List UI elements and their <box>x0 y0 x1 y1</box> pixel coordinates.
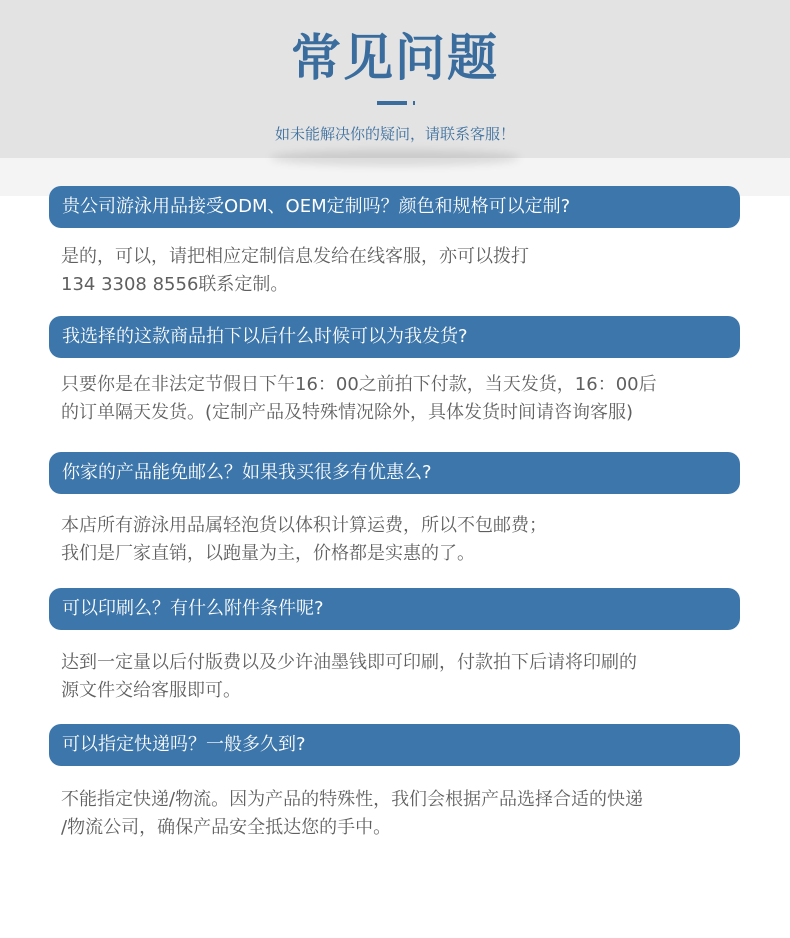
faq-answer-4 <box>61 649 741 705</box>
page-title: 常见问题 <box>291 29 499 87</box>
title-divider <box>377 101 413 105</box>
faq-question-3: 你家的产品能免邮么？如果我买很多有优惠么? <box>49 452 740 494</box>
header-shadow <box>270 150 520 166</box>
faq-answer-5 <box>61 786 741 842</box>
faq-answer-line: 达到一定量以后付版费以及少许油墨钱即可印刷，付款拍下后请将印刷的 <box>61 652 637 673</box>
faq-answer-line: 源文件交给客服即可。 <box>61 680 241 701</box>
faq-answer-3 <box>61 512 741 568</box>
faq-answer-line: 我们是厂家直销，以跑量为主，价格都是实惠的了。 <box>61 543 475 564</box>
faq-answer-line: 的订单隔天发货。(定制产品及特殊情况除外，具体发货时间请咨询客服) <box>61 402 634 423</box>
page-subtitle: 如未能解决你的疑问，请联系客服！ <box>274 125 515 143</box>
faq-answer-line: 只要你是在非法定节假日下午16：00之前拍下付款，当天发货，16：00后 <box>61 374 657 395</box>
faq-answer-line: 本店所有游泳用品属轻泡货以体积计算运费，所以不包邮费； <box>61 515 547 536</box>
faq-question-5: 可以指定快递吗？一般多久到? <box>49 724 740 766</box>
faq-question-2: 我选择的这款商品拍下以后什么时候可以为我发货? <box>49 316 740 358</box>
faq-answer-2 <box>61 371 741 427</box>
faq-question-1: 贵公司游泳用品接受ODM、OEM定制吗？颜色和规格可以定制? <box>49 186 740 228</box>
faq-answer-line: /物流公司，确保产品安全抵达您的手中。 <box>61 817 392 838</box>
faq-answer-line: 134 3308 8556联系定制。 <box>61 274 289 295</box>
faq-answer-1 <box>61 243 741 299</box>
faq-answer-line: 是的，可以，请把相应定制信息发给在线客服，亦可以拨打 <box>61 246 529 267</box>
faq-question-4: 可以印刷么？有什么附件条件呢? <box>49 588 740 630</box>
faq-answer-line: 不能指定快递/物流。因为产品的特殊性，我们会根据产品选择合适的快递 <box>61 789 644 810</box>
